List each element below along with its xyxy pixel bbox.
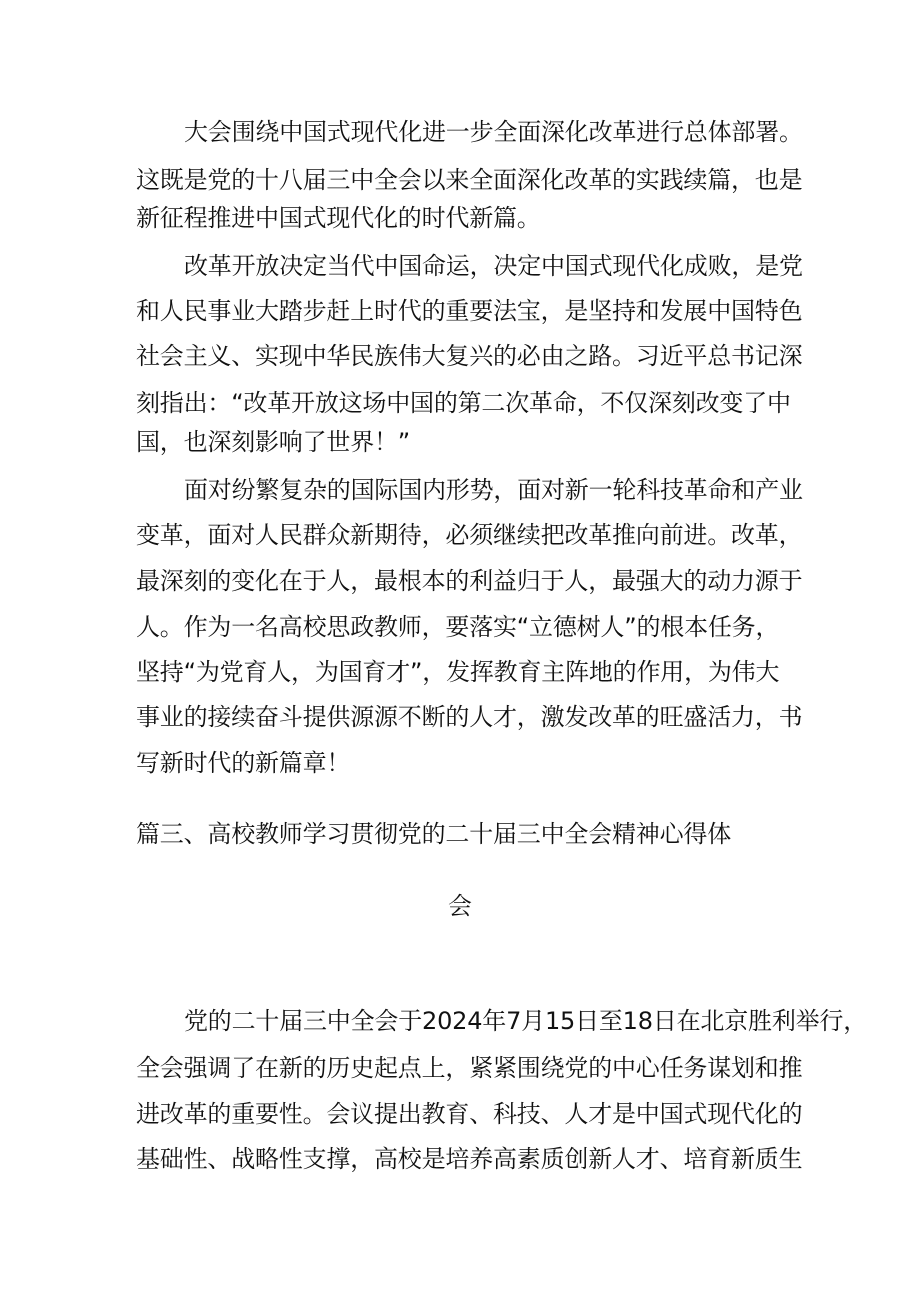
- paragraph-4-line-1: 党的二十届三中全会于2024年7月15日至18日在北京胜利举行，: [184, 1007, 868, 1035]
- paragraph-3-line-1: 面对纷繁复杂的国际国内形势，面对新一轮科技革命和产业: [184, 476, 803, 504]
- paragraph-1-line-2: 这既是党的十八届三中全会以来全面深化改革的实践续篇，也是: [136, 166, 803, 194]
- paragraph-3-line-3: 最深刻的变化在于人，最根本的利益归于人，最强大的动力源于: [136, 567, 803, 595]
- paragraph-2-line-4: 刻指出：“改革开放这场中国的第二次革命，不仅深刻改变了中: [136, 389, 791, 417]
- paragraph-4-line-2: 全会强调了在新的历史起点上，紧紧围绕党的中心任务谋划和推: [136, 1054, 803, 1082]
- section-heading-line-2: 会: [448, 892, 472, 920]
- paragraph-4-line-4: 基础性、战略性支撑，高校是培养高素质创新人才、培育新质生: [136, 1145, 803, 1173]
- paragraph-1-line-3: 新征程推进中国式现代化的时代新篇。: [136, 204, 541, 232]
- paragraph-1-line-1: 大会围绕中国式现代化进一步全面深化改革进行总体部署。: [184, 118, 803, 146]
- paragraph-3-line-5: 坚持“为党育人，为国育才”，发挥教育主阵地的作用，为伟大: [136, 658, 780, 686]
- paragraph-2-line-2: 和人民事业大踏步赶上时代的重要法宝，是坚持和发展中国特色: [136, 297, 803, 325]
- paragraph-2-line-5: 国，也深刻影响了世界！”: [136, 428, 411, 456]
- paragraph-2-line-1: 改革开放决定当代中国命运，决定中国式现代化成败，是党: [184, 252, 803, 280]
- paragraph-2-line-3: 社会主义、实现中华民族伟大复兴的必由之路。习近平总书记深: [136, 342, 803, 370]
- section-heading-line-1: 篇三、高校教师学习贯彻党的二十届三中全会精神心得体: [136, 820, 731, 848]
- paragraph-3-line-2: 变革，面对人民群众新期待，必须继续把改革推向前进。改革，: [136, 521, 803, 549]
- paragraph-3-line-4: 人。作为一名高校思政教师，要落实“立德树人”的根本任务，: [136, 613, 780, 641]
- paragraph-4-line-3: 进改革的重要性。会议提出教育、科技、人才是中国式现代化的: [136, 1100, 803, 1128]
- paragraph-3-line-6: 事业的接续奋斗提供源源不断的人才，激发改革的旺盛活力，书: [136, 703, 803, 731]
- paragraph-3-line-7: 写新时代的新篇章！: [136, 749, 351, 777]
